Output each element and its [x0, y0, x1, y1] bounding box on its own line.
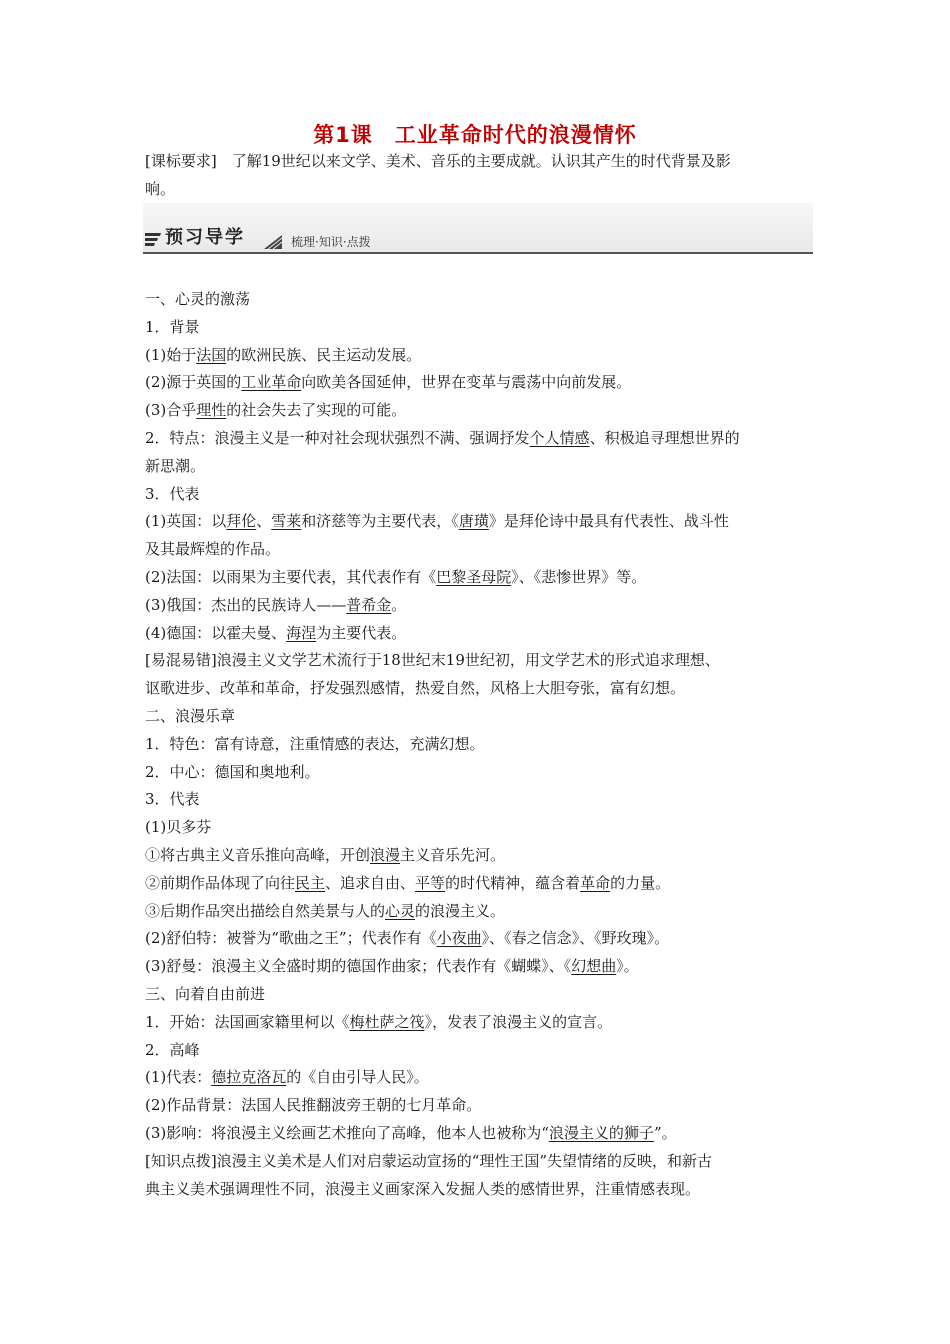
content-line: [145, 508, 813, 536]
text-segment: (3)影响：将浪漫主义绘画艺术推向了高峰，他本人也被称为“: [145, 1123, 549, 1142]
text-segment: 1．开始：法国画家籍里柯以《: [145, 1012, 350, 1031]
text-segment: ①将古典主义音乐推向高峰，开创: [145, 845, 371, 864]
underlined-answer: 海涅: [286, 623, 317, 642]
text-segment: ”。: [653, 1123, 677, 1142]
text-segment: [易混易错]浪漫主义文学艺术流行于18世纪末19世纪初，用文学艺术的形式追求理想、: [145, 651, 720, 670]
text-segment: 》、《春之信念》、《野玫瑰》。: [481, 929, 670, 948]
content-line: [145, 1037, 813, 1065]
content-line: [145, 1120, 813, 1148]
text-segment: (1)始于: [145, 345, 197, 364]
content-line: [145, 981, 813, 1009]
content-line: [145, 314, 813, 342]
text-segment: 和济慈等为主要代表，《: [301, 512, 459, 531]
text-segment: ③后期作品突出描绘自然美景与人的: [145, 901, 386, 920]
underlined-answer: 唐璜: [458, 512, 489, 531]
text-segment: 典主义美术强调理性不同，浪漫主义画家深入发掘人类的感情世界，注重情感表现。: [145, 1179, 701, 1198]
text-segment: (1)贝多芬: [145, 818, 212, 837]
text-segment: 》是拜伦诗中最具有代表性、战斗性: [488, 512, 729, 531]
text-segment: 》，发表了浪漫主义的宣言。: [424, 1012, 613, 1031]
text-segment: 3．代表: [145, 790, 200, 809]
content-line: [145, 536, 813, 564]
text-segment: 一、心灵的激荡: [145, 290, 251, 308]
text-segment: 的时代精神，蕴含着: [445, 873, 581, 892]
content-line: [145, 481, 813, 509]
content-line: [145, 425, 813, 453]
underlined-answer: 普希金: [346, 595, 392, 614]
banner-divider: [143, 252, 813, 254]
underlined-answer: 拜伦: [226, 512, 257, 531]
underlined-answer: 雪莱: [271, 512, 302, 531]
content-line: [145, 453, 813, 481]
banner-title: 预习导学: [165, 227, 245, 248]
text-segment: 的《自由引导人民》。: [286, 1068, 429, 1087]
text-segment: 的力量。: [610, 873, 671, 892]
content-line: [145, 620, 813, 648]
content-line: [145, 564, 813, 592]
content-line: [145, 369, 813, 397]
underlined-answer: 个人情感: [529, 428, 590, 447]
stripes-icon: [145, 232, 161, 248]
text-segment: 2．高峰: [145, 1040, 200, 1059]
wedge-icon: [264, 235, 282, 249]
text-segment: 的社会失去了实现的可能。: [226, 401, 407, 420]
content-line: [145, 1009, 813, 1037]
underlined-answer: 民主: [295, 873, 326, 892]
text-segment: 。: [391, 595, 407, 614]
requirement-line-2: 响。: [145, 180, 176, 198]
section-banner: [143, 203, 813, 255]
content-line: [145, 953, 813, 981]
underlined-answer: 法国: [196, 345, 227, 364]
text-segment: 为主要代表。: [316, 623, 407, 642]
content-line: [145, 814, 813, 842]
text-segment: 讴歌进步、改革和革命，抒发强烈感情，热爱自然，风格上大胆夸张，富有幻想。: [145, 679, 686, 698]
content-line: [145, 1064, 813, 1092]
text-segment: 1．背景: [145, 317, 200, 336]
requirement-line-1: [课标要求] 了解19世纪以来文学、美术、音乐的主要成就。认识其产生的时代背景及影: [145, 152, 731, 170]
text-segment: 、积极追寻理想世界的: [589, 428, 740, 447]
content-line: [145, 1092, 813, 1120]
text-segment: 》。: [616, 957, 639, 976]
content-line: [145, 786, 813, 814]
underlined-answer: 理性: [196, 401, 227, 420]
underlined-answer: 梅杜萨之筏: [349, 1012, 425, 1031]
underlined-answer: 德拉克洛瓦: [211, 1068, 287, 1087]
text-segment: 》、《悲惨世界》等。: [511, 567, 647, 586]
text-segment: (3)合乎: [145, 401, 197, 420]
content-line: [145, 703, 813, 731]
text-segment: 新思潮。: [145, 456, 206, 475]
banner-subtitle: 梳理·知识·点拨: [291, 235, 371, 249]
underlined-answer: 幻想曲: [571, 957, 617, 976]
text-segment: 3．代表: [145, 484, 200, 503]
text-segment: 主义音乐先河。: [400, 845, 506, 864]
underlined-answer: 浪漫主义的狮子: [548, 1123, 654, 1142]
text-segment: 、: [256, 512, 272, 531]
text-segment: 2．特点：浪漫主义是一种对社会现状强烈不满、强调抒发: [145, 428, 530, 447]
text-segment: 1．特色：富有诗意，注重情感的表达，充满幻想。: [145, 734, 485, 753]
underlined-answer: 巴黎圣母院: [436, 567, 512, 586]
text-segment: (2)源于英国的: [145, 373, 242, 392]
content-line: [145, 842, 813, 870]
content-line: [145, 397, 813, 425]
content-line: [145, 759, 813, 787]
text-segment: 的浪漫主义。: [415, 901, 506, 920]
text-segment: 的欧洲民族、民主运动发展。: [226, 345, 422, 364]
content-line: [145, 592, 813, 620]
underlined-answer: 心灵: [385, 901, 416, 920]
underlined-answer: 工业革命: [241, 373, 302, 392]
content-line: [145, 342, 813, 370]
text-segment: (3)舒曼：浪漫主义全盛时期的德国作曲家；代表作有《蝴蝶》、《: [145, 957, 572, 976]
lesson-content: [145, 286, 813, 1203]
content-line: [145, 1176, 813, 1204]
underlined-answer: 革命: [580, 873, 611, 892]
text-segment: [知识点拨]浪漫主义美术是人们对启蒙运动宣扬的“理性王国”失望情绪的反映，和新古: [145, 1151, 713, 1170]
text-segment: (3)俄国：杰出的民族诗人——: [145, 595, 347, 614]
text-segment: 三、向着自由前进: [145, 984, 266, 1003]
underlined-answer: 浪漫: [370, 845, 401, 864]
content-line: [145, 647, 813, 675]
text-segment: (2)舒伯特：被誉为“歌曲之王”；代表作有《: [145, 929, 437, 948]
text-segment: 、追求自由、: [325, 873, 416, 892]
text-segment: ②前期作品体现了向往: [145, 873, 296, 892]
text-segment: (2)法国：以雨果为主要代表，其代表作有《: [145, 567, 437, 586]
text-segment: 及其最辉煌的作品。: [145, 540, 281, 559]
text-segment: (2)作品背景：法国人民推翻波旁王朝的七月革命。: [145, 1096, 482, 1115]
text-segment: 二、浪漫乐章: [145, 706, 236, 725]
content-line: [145, 870, 813, 898]
content-line: [145, 675, 813, 703]
text-segment: (4)德国：以霍夫曼、: [145, 623, 287, 642]
content-line: [145, 925, 813, 953]
content-line: [145, 286, 813, 314]
text-segment: (1)代表：: [145, 1068, 212, 1087]
text-segment: (1)英国：以: [145, 512, 227, 531]
content-line: [145, 731, 813, 759]
underlined-answer: 平等: [415, 873, 446, 892]
content-line: [145, 1148, 813, 1176]
curriculum-requirement: [145, 147, 813, 203]
text-segment: 2．中心：德国和奥地利。: [145, 762, 320, 781]
underlined-answer: 小夜曲: [436, 929, 482, 948]
lesson-title: 第1课 工业革命时代的浪漫情怀: [313, 123, 637, 147]
content-line: [145, 898, 813, 926]
text-segment: 向欧美各国延伸，世界在变革与震荡中向前发展。: [301, 373, 632, 392]
